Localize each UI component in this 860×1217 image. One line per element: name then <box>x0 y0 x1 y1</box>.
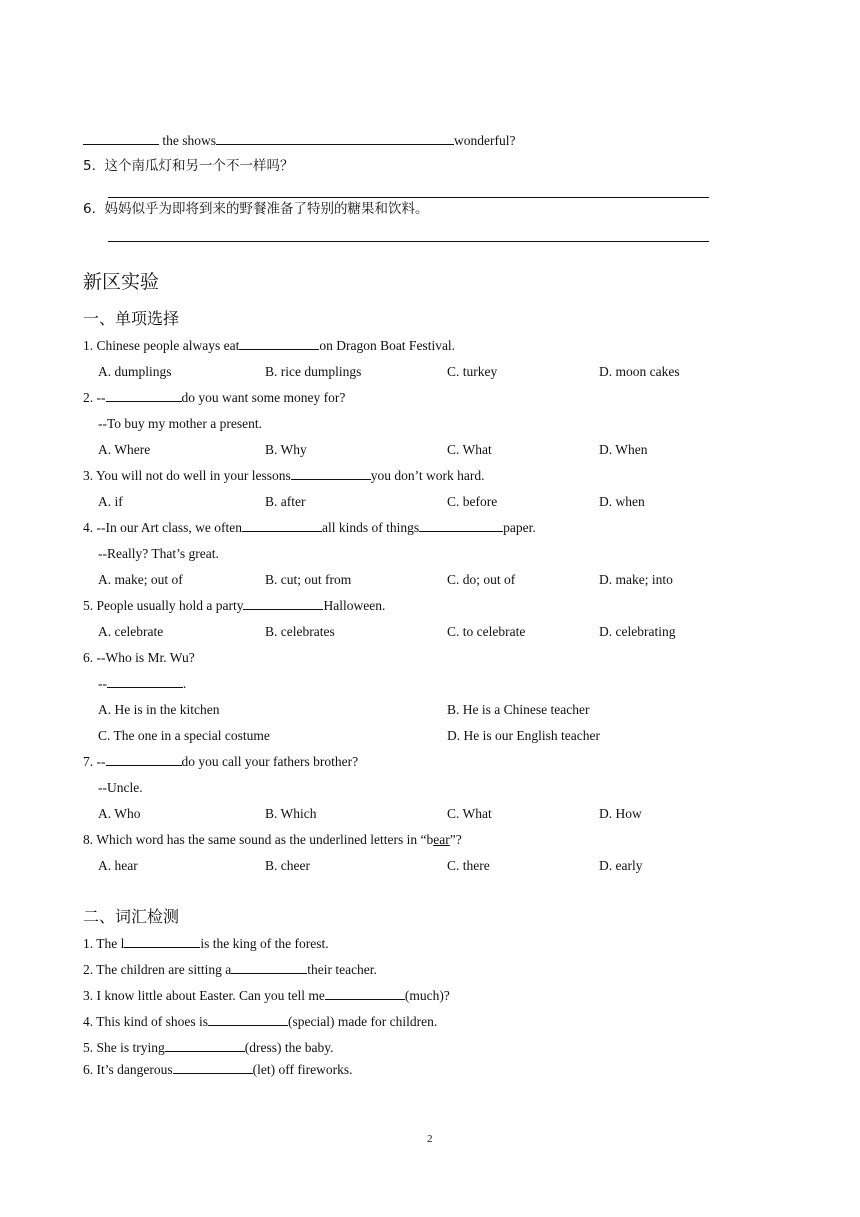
answer-line <box>108 197 709 198</box>
answer-blank <box>419 519 503 532</box>
answer-blank <box>106 753 182 766</box>
option-c: C. to celebrate <box>447 624 526 639</box>
answer-blank <box>216 132 454 145</box>
option-d: D. How <box>599 806 642 821</box>
option-a: A. He is in the kitchen <box>98 702 220 717</box>
answer-blank <box>291 467 371 480</box>
page-number: 2 <box>427 1133 433 1145</box>
translation-q6: 6. 妈妈似乎为即将到来的野餐准备了特别的糖果和饮料。 <box>83 201 429 217</box>
answer-blank <box>243 597 323 610</box>
option-a: A. celebrate <box>98 624 164 639</box>
option-d: D. When <box>599 442 648 457</box>
option-d: D. moon cakes <box>599 364 680 379</box>
option-a: A. Where <box>98 442 151 457</box>
option-b: B. He is a Chinese teacher <box>447 702 590 717</box>
answer-blank <box>106 389 182 402</box>
vocab-item-5: 5. She is trying (dress) the baby. <box>83 1040 334 1055</box>
question-6: 6. --Who is Mr. Wu? <box>83 650 195 665</box>
section-title: 新区实验 <box>83 271 160 293</box>
question-1: 1. Chinese people always eat on Dragon Boat Festival. <box>83 338 456 353</box>
option-a: A. Who <box>98 806 141 821</box>
option-b: B. Why <box>265 442 307 457</box>
underlined-letters: ear <box>433 832 450 847</box>
option-a: A. dumplings <box>98 364 172 379</box>
answer-blank <box>83 132 159 145</box>
option-a: A. hear <box>98 858 138 873</box>
part-title: 二、词汇检测 <box>83 907 180 926</box>
dialogue-reply: -- . <box>98 676 187 691</box>
option-b: B. after <box>265 494 306 509</box>
dialogue-reply: --Really? That’s great. <box>98 546 219 561</box>
option-c: C. do; out of <box>447 572 516 587</box>
option-c: C. turkey <box>447 364 498 379</box>
vocab-item-1: 1. The l is the king of the forest. <box>83 936 329 951</box>
answer-blank <box>325 987 405 1000</box>
option-d: D. early <box>599 858 643 873</box>
option-b: B. cut; out from <box>265 572 352 587</box>
option-d: D. celebrating <box>599 624 676 639</box>
dialogue-reply: --To buy my mother a present. <box>98 416 263 431</box>
continuation-line: the shows wonderful? <box>83 132 515 150</box>
question-8: 8. Which word has the same sound as the underlined letters in “bear”? <box>83 832 462 847</box>
question-3: 3. You will not do well in your lessons you don’t work hard. <box>83 468 485 483</box>
vocab-item-3: 3. I know little about Easter. Can you tell me (much)? <box>83 988 450 1003</box>
question-5: 5. People usually hold a party Halloween. <box>83 598 386 613</box>
answer-line <box>108 241 709 242</box>
question-4: 4. --In our Art class, we often all kinds of things paper. <box>83 520 536 535</box>
answer-blank <box>107 675 183 688</box>
option-b: B. rice dumplings <box>265 364 362 379</box>
question-7: 7. -- do you call your fathers brother? <box>83 754 359 769</box>
answer-blank <box>208 1013 288 1026</box>
vocab-item-2: 2. The children are sitting a their teacher. <box>83 962 377 977</box>
answer-blank <box>173 1061 253 1074</box>
dialogue-reply: --Uncle. <box>98 780 143 795</box>
option-d: D. He is our English teacher <box>447 728 600 743</box>
option-a: A. make; out of <box>98 572 183 587</box>
answer-blank <box>124 935 200 948</box>
option-a: A. if <box>98 494 123 509</box>
translation-q5: 5. 这个南瓜灯和另一个不一样吗？ <box>83 158 294 174</box>
part-title: 一、单项选择 <box>83 309 180 328</box>
answer-blank <box>242 519 322 532</box>
option-c: C. there <box>447 858 490 873</box>
option-b: B. celebrates <box>265 624 335 639</box>
answer-blank <box>239 337 319 350</box>
option-c: C. What <box>447 442 492 457</box>
vocab-item-6: 6. It’s dangerous (let) off fireworks. <box>83 1062 353 1077</box>
answer-blank <box>231 961 307 974</box>
question-2: 2. -- do you want some money for? <box>83 390 346 405</box>
option-c: C. What <box>447 806 492 821</box>
option-c: C. The one in a special costume <box>98 728 270 743</box>
option-c: C. before <box>447 494 498 509</box>
vocab-item-4: 4. This kind of shoes is (special) made for children. <box>83 1014 438 1029</box>
option-d: D. make; into <box>599 572 673 587</box>
option-b: B. Which <box>265 806 317 821</box>
answer-blank <box>165 1039 245 1052</box>
option-d: D. when <box>599 494 645 509</box>
option-b: B. cheer <box>265 858 310 873</box>
